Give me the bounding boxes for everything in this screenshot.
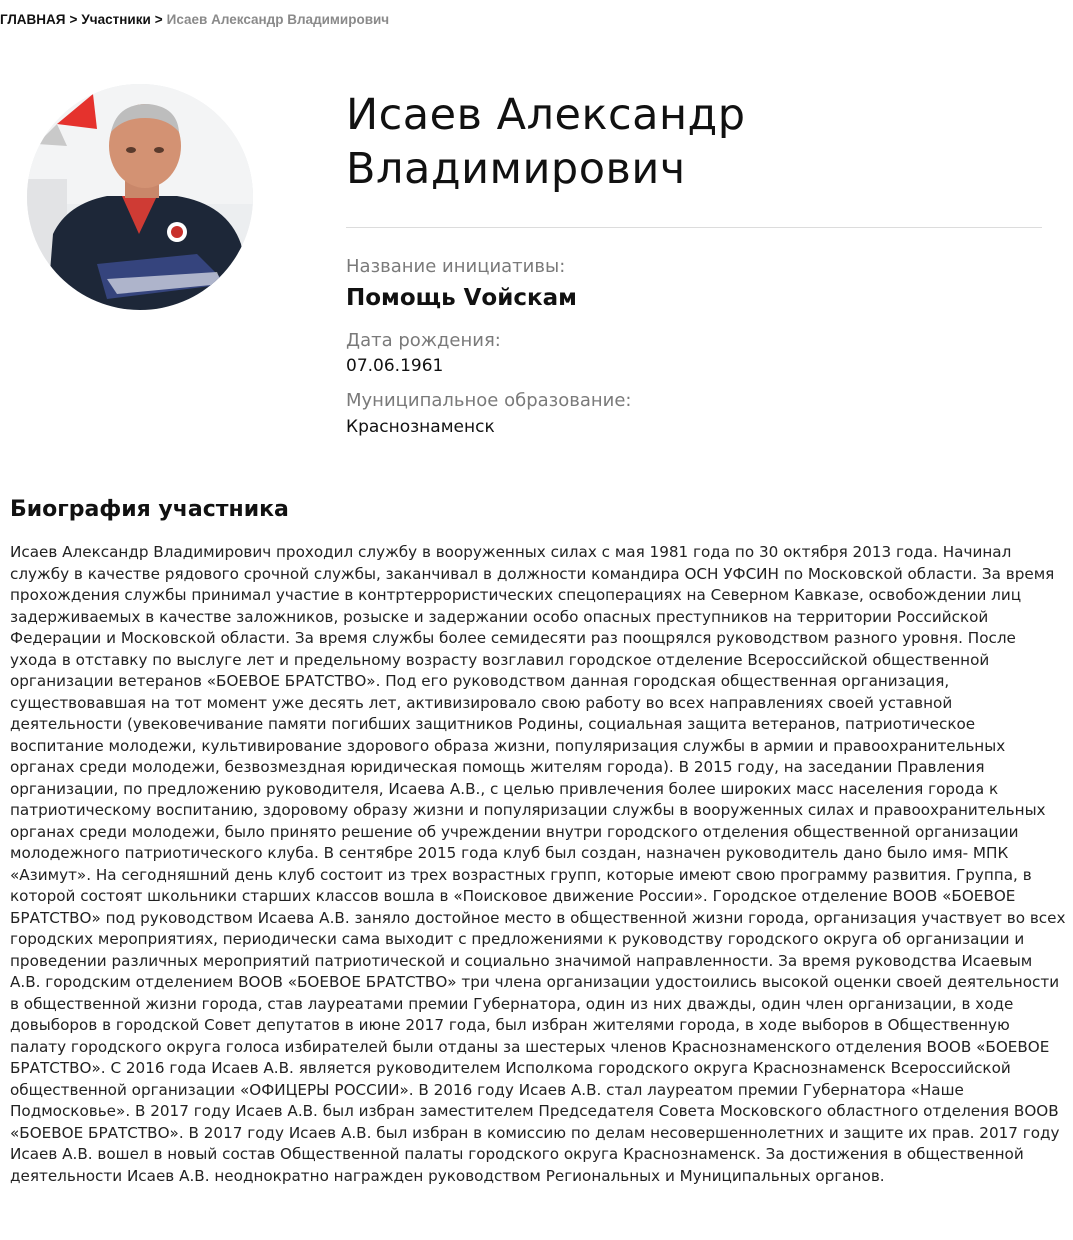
birth-date-value: 07.06.1961: [346, 356, 444, 376]
page-title-line2: Владимирович: [346, 144, 686, 194]
breadcrumb-participants-link[interactable]: Участники: [81, 12, 151, 27]
breadcrumb-current: Исаев Александр Владимирович: [166, 12, 390, 27]
biography-heading: Биография участника: [10, 497, 289, 522]
page-title-line1: Исаев Александр: [346, 90, 746, 140]
breadcrumb-separator: >: [154, 12, 163, 27]
initiative-value: Помощь Vойскам: [346, 285, 577, 311]
municipality-label: Муниципальное образование:: [346, 390, 632, 411]
avatar: [27, 84, 253, 310]
page-title: [346, 88, 1046, 196]
avatar-photo: [27, 84, 253, 310]
breadcrumb: [0, 12, 389, 27]
birth-date-label: Дата рождения:: [346, 330, 501, 351]
divider: [346, 227, 1042, 228]
breadcrumb-home-link[interactable]: ГЛАВНАЯ: [0, 12, 66, 27]
municipality-value: Краснознаменск: [346, 417, 495, 437]
initiative-label: Название инициативы:: [346, 256, 566, 277]
biography-text: Исаев Александр Владимирович проходил службу в вооруженных силах с мая 1981 года по 30 октября 2013 года. Начинал службу в качестве рядового срочной службы, заканчивал в должности командира ОСН УФСИН по Московской области. За время прохождения службы принимал участие в контртеррористических спецоперациях на Северном Кавказе, освобождении лиц задерживаемых в качестве заложников, розыске и задержании особо опасных преступников на территории Российской Федерации и Московской области. За время службы более семидесяти раз поощрялся руководством разного уровня. После ухода в отставку по выслуге лет и предельному возрасту возглавил городское отделение Всероссийской общественной организации ветеранов «БОЕВОЕ БРАТСТВО». Под его руководством данная городская общественная организация, существовавшая на тот момент уже десять лет, активизировало свою работу во всех направлениях своей уставной деятельности (увековечивание памяти погибших защитников Родины, социальная защита ветеранов, патриотическое воспитание молодежи, культивирование здорового образа жизни, популяризация службы в армии и правоохранительных органах среди молодежи, безвозмездная юридическая помощь жителям города). В 2015 году, на заседании Правления организации, по предложению руководителя, Исаева А.В., с целью привлечения более широких масс населения города к патриотическому воспитанию, здоровому образу жизни и популяризации службы в вооруженных силах и правоохранительных органах среди молодежи, было принято решение об учреждении внутри городского отделения общественной организации молодежного патриотического клуба. В сентябре 2015 года клуб был создан, назначен руководитель дано было имя- МПК «Азимут». На сегодняшний день клуб состоит из трех возрастных групп, которые имеют свою программу развития. Группа, в которой состоят школьники старших классов вошла в «Поисковое движение России». Городское отделение ВООВ «БОЕВОЕ БРАТСТВО» под руководством Исаева А.В. заняло достойное место в общественной жизни города, организация участвует во всех городских мероприятиях, периодически сама выходит с предложениями к руководству городского округа об организации и проведении различных мероприятий патриотической и социально значимой направленности. За время руководства Исаевым А.В. городским отделением ВООВ «БОЕВОЕ БРАТСТВО» три члена организации удостоились высокой оценки своей деятельности в общественной жизни города, став лауреатами премии Губернатора, один из них дважды, один член организации, в ходе довыборов в городской Совет депутатов в июне 2017 года, был избран жителями города, в ходе выборов в Общественную палату городского округа голоса избирателей были отданы за шестерых членов Краснознаменского отделения ВООВ «БОЕВОЕ БРАТСТВО». С 2016 года Исаев А.В. является руководителем Исполкома городского округа Краснознаменск Всероссийской общественной организации «ОФИЦЕРЫ РОССИИ». В 2016 году Исаев А.В. стал лауреатом премии Губернатора «Наше Подмосковье». В 2017 году Исаев А.В. был избран заместителем Председателя Совета Московского областного отделения ВООВ «БОЕВОЕ БРАТСТВО». В 2017 году Исаев А.В. был избран в комиссию по делам несовершеннолетних и защите их прав. 2017 году Исаев А.В. вошел в новый состав Общественной палаты городского округа Краснознаменск. За достижения в общественной деятельности Исаев А.В. неоднократно награжден руководством Региональных и Муниципальных органов.: [10, 543, 1066, 1185]
breadcrumb-separator: >: [69, 12, 78, 27]
